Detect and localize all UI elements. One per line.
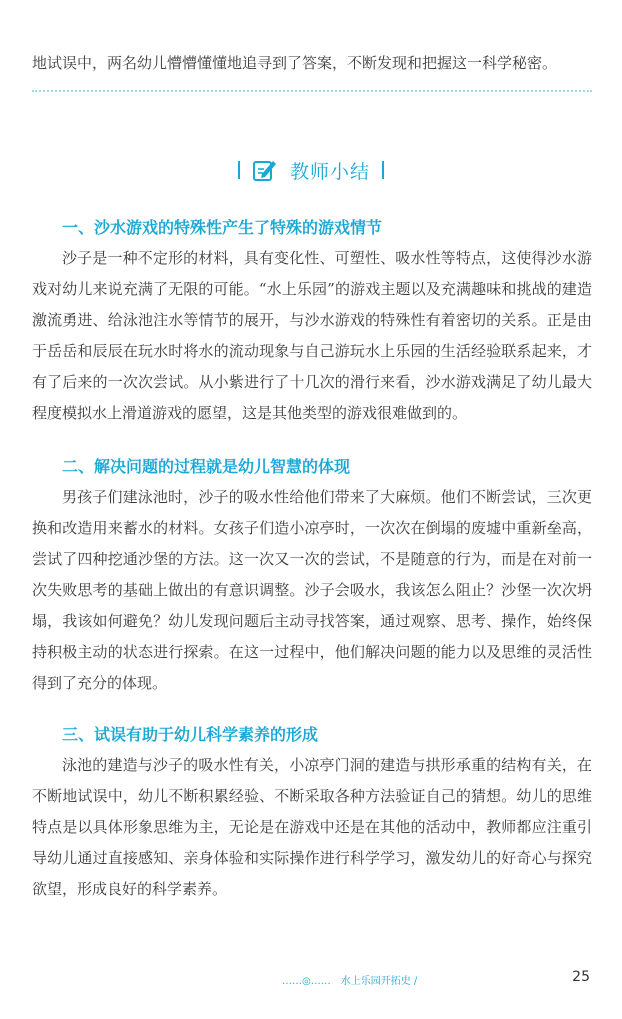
page-number: 25 <box>572 969 590 985</box>
dotted-divider <box>32 90 592 92</box>
title-bar-left <box>238 161 240 179</box>
section-body-1: 沙子是一种不定形的材料，具有变化性、可塑性、吸水性等特点，这使得沙水游戏对幼儿来说充满了无限的可能。“水上乐园”的游戏主题以及充满趣味和挑战的建造激流勇进、给泳池注水等情节的展开，与沙水游戏的特殊性有着密切的关系。正是由于岳岳和辰辰在玩水时将水的流动现象与自己游玩水上乐园的生活经验联系起来，才有了后来的一次次尝试。从小紫进行了十几次的滑行来看，沙水游戏满足了幼儿最大程度模拟水上滑道游戏的愿望，这是其他类型的游戏很难做到的。 <box>32 249 592 422</box>
pencil-note-icon <box>252 157 278 183</box>
page-footer <box>0 969 622 989</box>
section-body-2: 男孩子们建泳池时，沙子的吸水性给他们带来了大麻烦。他们不断尝试，三次更换和改造用来蓄水的材料。女孩子们造小凉亭时，一次次在倒塌的废墟中重新垒高，尝试了四种挖通沙堡的方法。这一次又一次的尝试，不是随意的行为，而是在对前一次失败思考的基础上做出的有意识调整。沙子会吸水，我该怎么阻止？沙堡一次次坍塌，我该如何避免？幼儿发现问题后主动寻找答案，通过观察、思考、操作，始终保持积极主动的状态进行探索。在这一过程中，他们解决问题的能力以及思维的灵活性得到了充分的体现。 <box>32 488 592 692</box>
section-heading-3: 三、试误有助于幼儿科学素养的形成 <box>62 725 319 744</box>
section-title: 教师小结 <box>289 160 370 183</box>
top-paragraph: 地试误中，两名幼儿懵懵懂懂地追寻到了答案，不断发现和把握这一科学秘密。 <box>32 54 558 72</box>
section-title-box <box>0 153 622 187</box>
running-title: ……◎…… 水上乐园开拓史 / <box>282 976 418 987</box>
title-bar-right <box>382 161 384 179</box>
section-heading-2: 二、解决问题的过程就是幼儿智慧的体现 <box>62 457 351 476</box>
section-heading-1: 一、沙水游戏的特殊性产生了特殊的游戏情节 <box>62 218 383 237</box>
section-body-3: 泳池的建造与沙子的吸水性有关，小凉亭门洞的建造与拱形承重的结构有关，在不断地试误中，幼儿不断积累经验、不断采取各种方法验证自己的猜想。幼儿的思维特点是以具体形象思维为主，无论是在游戏中还是在其他的活动中，教师都应注重引导幼儿通过直接感知、亲身体验和实际操作进行科学学习，激发幼儿的好奇心与探究欲望，形成良好的科学素养。 <box>32 756 592 898</box>
